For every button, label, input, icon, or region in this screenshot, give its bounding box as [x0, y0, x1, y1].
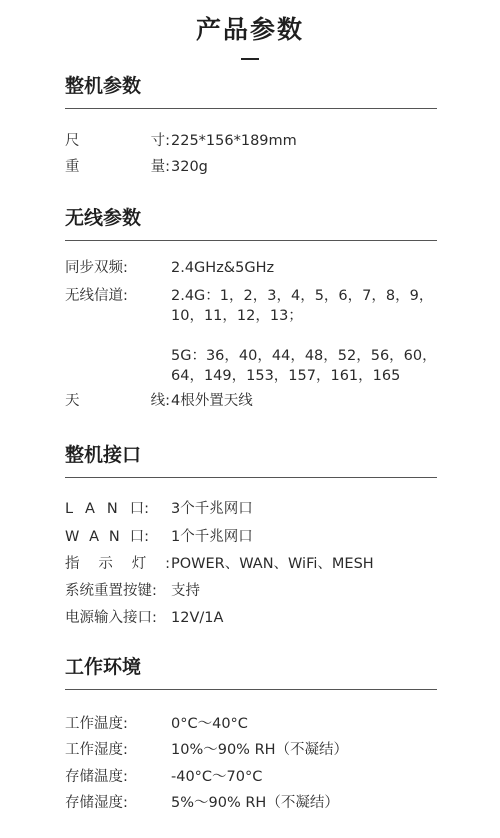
spec-label: 电源输入接口:	[65, 610, 157, 626]
section-environment	[65, 653, 437, 811]
spec-value: POWER、WAN、WiFi、MESH	[171, 556, 374, 572]
spec-label: 无线信道:	[65, 288, 128, 304]
spec-label: 存储温度:	[65, 769, 128, 785]
section-divider	[65, 108, 437, 109]
spec-value: 支持	[171, 583, 200, 599]
spec-value: 0°C～40°C	[171, 716, 248, 732]
spec-value: 2.4G：1，2，3，4，5，6，7，8，9， 10，11，12，13； 5G：36，40，44，48，52，56，60， 64，149，153，157，161，165	[171, 288, 437, 384]
section-heading: 整机参数	[65, 75, 142, 97]
section-heading: 工作环境	[65, 656, 142, 678]
spec-value: 2.4GHz&5GHz	[171, 260, 275, 276]
section-divider	[65, 689, 437, 690]
spec-label: 同步双频:	[65, 260, 128, 276]
spec-label: 工作温度:	[65, 716, 128, 732]
spec-value: -40°C～70°C	[171, 769, 263, 785]
spec-label: 存储湿度:	[65, 795, 128, 811]
spec-value: 10%～90% RH（不凝结）	[171, 742, 349, 758]
spec-value: 12V/1A	[171, 610, 224, 626]
section-device-params	[65, 72, 437, 175]
spec-label: 尺 寸:	[65, 133, 170, 149]
spec-label: 工作湿度:	[65, 742, 128, 758]
spec-value: 3个千兆网口	[171, 501, 253, 517]
spec-label: W A N 口:	[65, 529, 149, 545]
section-divider	[65, 240, 437, 241]
spec-value: 4根外置天线	[171, 393, 253, 409]
title-underline	[241, 58, 259, 60]
spec-value: 320g	[171, 159, 208, 175]
page-title: 产品参数	[195, 15, 304, 44]
spec-value: 1个千兆网口	[171, 529, 253, 545]
section-interfaces	[65, 441, 437, 626]
section-wireless-params	[65, 204, 437, 409]
spec-label: 系统重置按键:	[65, 583, 157, 599]
spec-label: 指 示 灯 :	[65, 556, 170, 572]
spec-label: 重 量:	[65, 159, 170, 175]
spec-label: L A N 口:	[65, 501, 149, 517]
section-divider	[65, 477, 437, 478]
section-heading: 整机接口	[65, 444, 142, 466]
spec-value: 5%～90% RH（不凝结）	[171, 795, 339, 811]
section-heading: 无线参数	[65, 207, 142, 229]
spec-value: 225*156*189mm	[171, 133, 297, 149]
spec-label: 天 线:	[65, 393, 170, 409]
